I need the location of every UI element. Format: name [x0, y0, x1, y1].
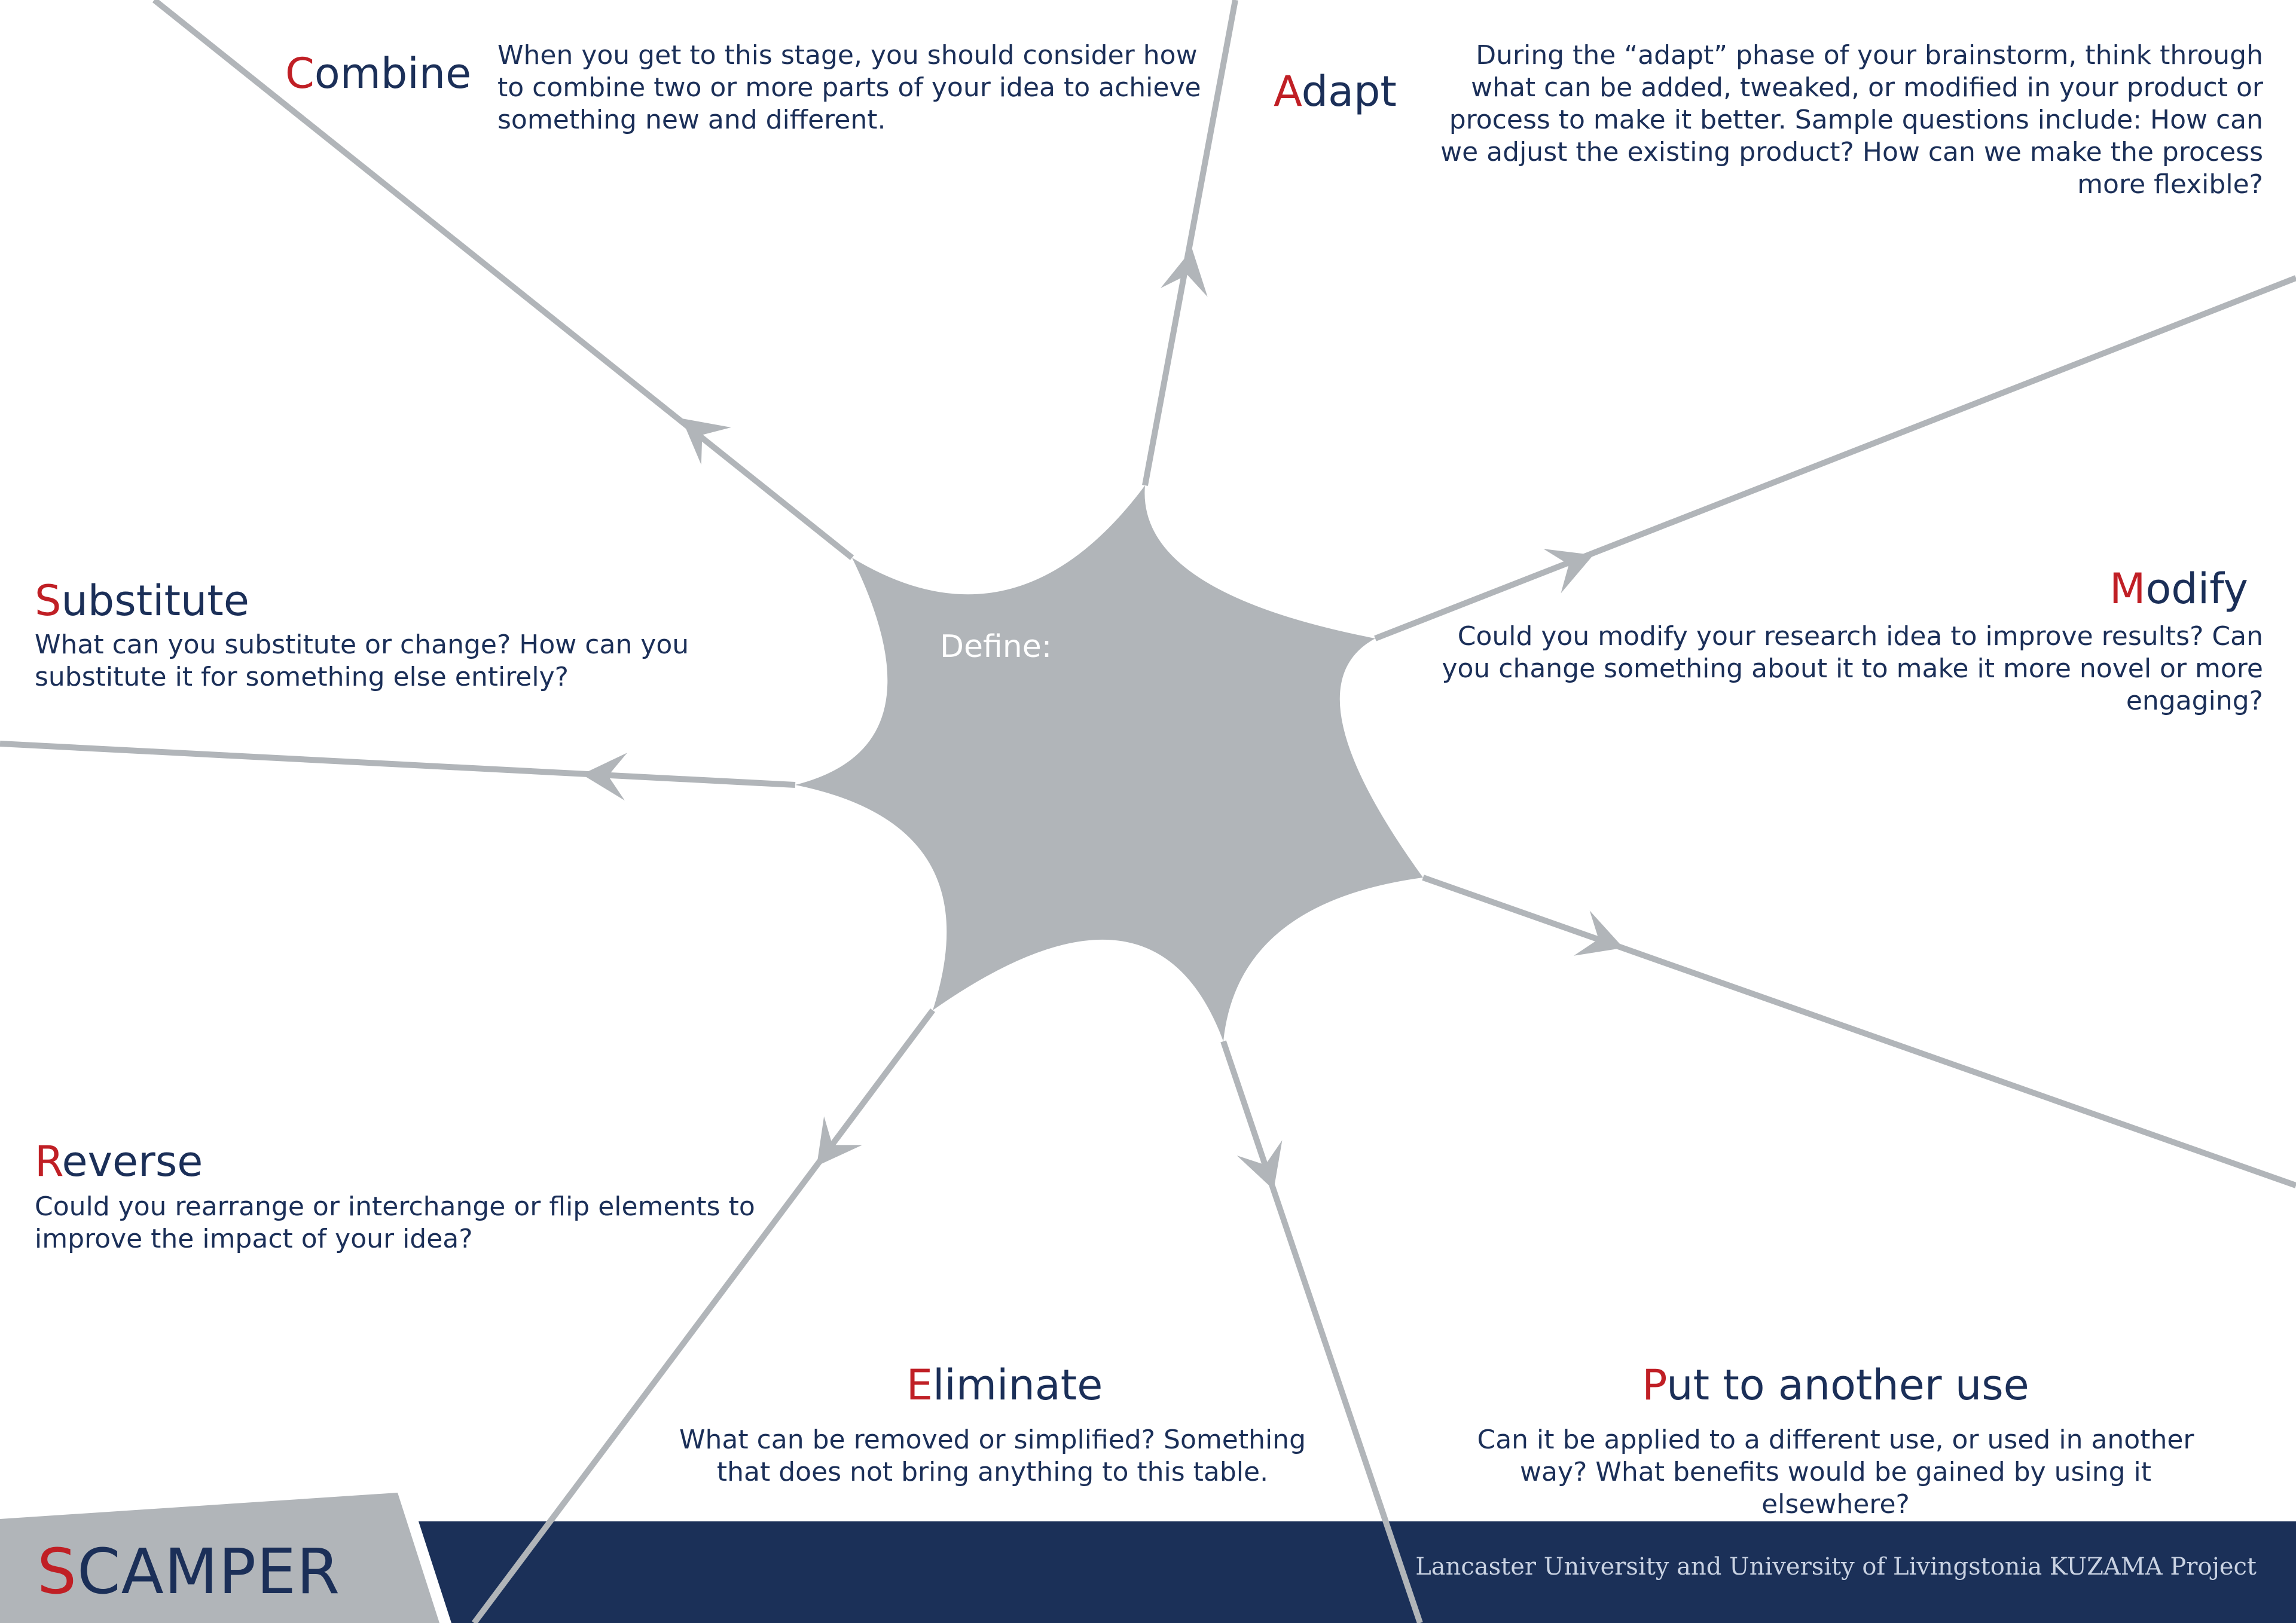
eliminate-initial: E	[906, 1361, 933, 1410]
eliminate-title-rest: liminate	[932, 1361, 1103, 1410]
substitute-initial: S	[35, 576, 62, 625]
adapt-title-rest: dapt	[1301, 67, 1397, 116]
combine-description: When you get to this stage, you should consider how to combine two or more parts of your idea to achieve something new and different.	[497, 40, 1201, 135]
put-to-another-use-description: Can it be applied to a different use, or used in another way? What benefits would be gained by using it elsewhere?	[1477, 1425, 2194, 1520]
spoke-reverse-arrowhead	[817, 1116, 862, 1166]
modify-heading	[2109, 564, 2248, 613]
reverse-initial: R	[35, 1137, 62, 1186]
eliminate-heading	[646, 1361, 1363, 1410]
adapt-initial: A	[1274, 67, 1302, 116]
put-to-another-use-title-rest: ut to another use	[1666, 1361, 2029, 1410]
substitute-description: What can you substitute or change? How can you substitute it for something else entirely?	[35, 629, 689, 692]
scamper-brand-title	[37, 1535, 340, 1608]
substitute-heading	[35, 576, 249, 625]
brand-initial: S	[37, 1535, 78, 1608]
project-credit: Lancaster University and University of Livingstonia KUZAMA Project	[1415, 1553, 2257, 1581]
adapt-description: During the “adapt” phase of your brainstorm, think through what can be added, tweaked, or modified in your product or process to make it better. Sample questions include: How can we adjust the existing product? How can we make the process more flexible?	[1440, 40, 2263, 200]
define-label: Define:	[940, 629, 1052, 665]
substitute-title-rest: ubstitute	[61, 576, 249, 625]
reverse-description: Could you rearrange or interchange or flip elements to improve the impact of your idea?	[35, 1191, 755, 1254]
brand-rest: CAMPER	[77, 1535, 341, 1608]
eliminate-description: What can be removed or simplified? Something that does not bring anything to this table.	[679, 1425, 1306, 1487]
spoke-substitute	[0, 744, 795, 785]
modify-title-rest: odify	[2145, 564, 2248, 613]
put-to-another-use-heading	[1447, 1361, 2224, 1410]
combine-title-rest: ombine	[314, 49, 472, 98]
adapt-heading	[1274, 67, 1397, 116]
put-to-another-use-initial: P	[1642, 1361, 1667, 1410]
spoke-put	[1423, 878, 2296, 1185]
combine-heading	[285, 49, 472, 98]
modify-description: Could you modify your research idea to improve results? Can you change something about it to make it more novel or more engaging?	[1442, 621, 2263, 716]
define-hub	[795, 485, 1423, 1041]
modify-initial: M	[2109, 564, 2146, 613]
reverse-title-rest: everse	[62, 1137, 203, 1186]
reverse-heading	[35, 1137, 203, 1186]
combine-initial: C	[285, 49, 315, 98]
